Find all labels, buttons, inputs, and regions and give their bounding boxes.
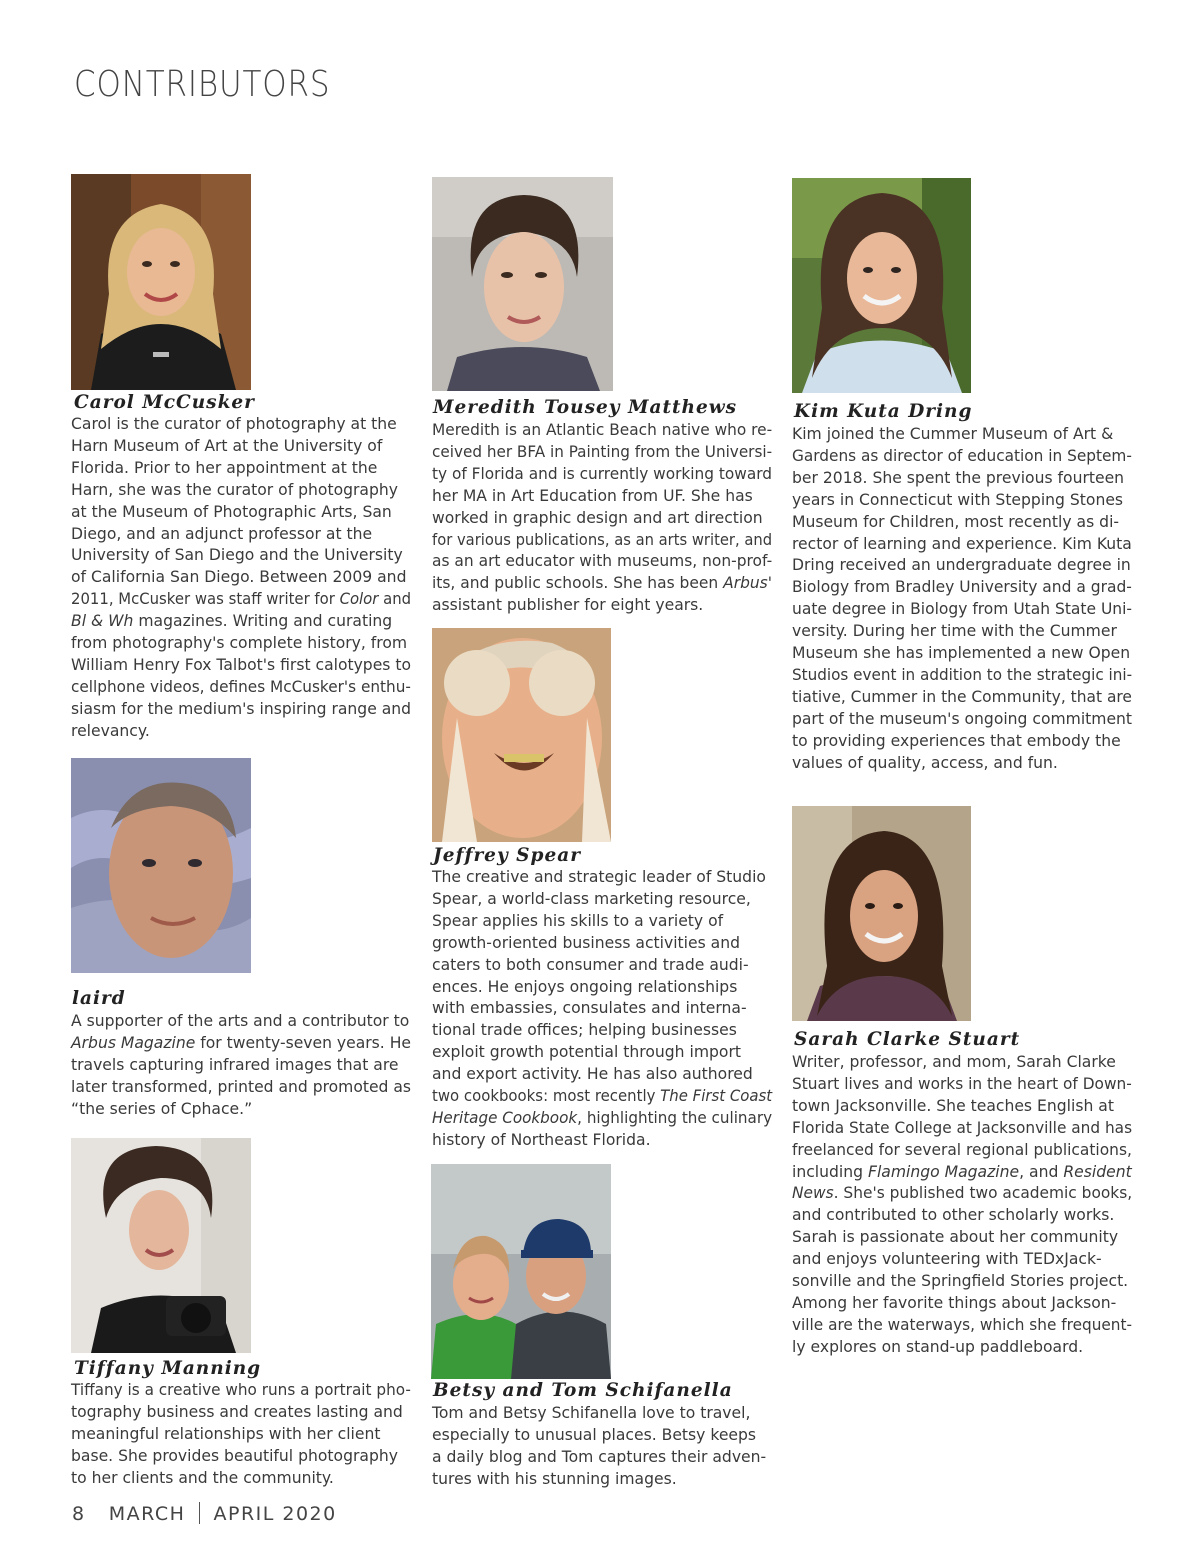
bio-line: her MA in Art Education from UF. She has xyxy=(432,486,753,505)
bio-line: William Henry Fox Talbot's first calotypes to xyxy=(71,655,411,674)
bio-line: Stuart lives and works in the heart of Down- xyxy=(792,1074,1132,1093)
bio-line: Museum she has implemented a new Open xyxy=(792,644,1131,663)
bio-line: ceived her BFA in Painting from the Universi- xyxy=(432,442,773,461)
bio-line: cellphone videos, defines McCusker's enthu- xyxy=(71,677,411,696)
bio-line: especially to unusual places. Betsy keeps xyxy=(432,1425,757,1444)
page-folio xyxy=(72,1502,337,1525)
bio-line: freelanced for several regional publications, xyxy=(792,1140,1132,1159)
bio-line: Biology from Bradley University and a grad- xyxy=(792,578,1132,597)
contributor-name: Sarah Clarke Stuart xyxy=(794,1029,1021,1050)
bio-line: with embassies, consulates and interna- xyxy=(432,999,747,1018)
bio-line: relevancy. xyxy=(71,721,150,740)
bio-line: Among her favorite things about Jackson- xyxy=(792,1293,1117,1312)
bio-line: tiative, Cummer in the Community, that are xyxy=(792,687,1132,706)
contributor-bio xyxy=(71,1380,411,1490)
bio-line: Arbus Magazine for twenty-seven years. He xyxy=(71,1033,411,1052)
bio-line: assistant publisher for eight years. xyxy=(432,596,704,615)
bio-line: uate degree in Biology from Utah State Uni- xyxy=(792,600,1133,619)
betsy-tom-photo xyxy=(431,1164,611,1379)
bio-line: Florida. Prior to her appointment at the xyxy=(71,458,378,477)
jeffrey-photo xyxy=(432,628,611,842)
bio-line: and export activity. He has also authored xyxy=(432,1065,753,1084)
bio-line: ty of Florida and is currently working toward xyxy=(432,464,773,483)
bio-line: and contributed to other scholarly works. xyxy=(792,1206,1115,1225)
bio-line: Museum for Children, most recently as di- xyxy=(792,512,1120,531)
bio-line: siasm for the medium's inspiring range and xyxy=(71,699,412,718)
bio-line: Gardens as director of education in Septem- xyxy=(792,446,1132,465)
bio-line: to providing experiences that embody the xyxy=(792,731,1121,750)
bio-line: “the series of Cphace.” xyxy=(71,1099,253,1118)
bio-line: Diego, and an adjunct professor at the xyxy=(71,524,373,543)
bio-line: tography business and creates lasting and xyxy=(71,1402,403,1421)
bio-line: ences. He enjoys ongoing relationships xyxy=(432,977,738,996)
issue-month-end: APRIL 2020 xyxy=(213,1503,337,1525)
bio-line: rector of learning and experience. Kim Kuta xyxy=(792,534,1132,553)
sarah-photo xyxy=(792,806,971,1021)
contributor-name: Carol McCusker xyxy=(74,392,255,413)
tiffany-photo xyxy=(71,1138,251,1353)
bio-line: and enjoys volunteering with TEDxJack- xyxy=(792,1250,1102,1269)
bio-line: meaningful relationships with her client xyxy=(71,1424,381,1443)
contributor-bio xyxy=(71,1011,411,1121)
bio-line: its, and public schools. She has been Arbus' xyxy=(432,574,773,593)
bio-line: growth-oriented business activities and xyxy=(432,933,741,952)
bio-line: travels capturing infrared images that are xyxy=(71,1055,399,1074)
bio-line: of California San Diego. Between 2009 and xyxy=(71,568,407,587)
contributor-bio xyxy=(71,414,411,743)
bio-line: Tiffany is a creative who runs a portrait pho- xyxy=(71,1381,411,1399)
meredith-photo xyxy=(432,177,613,391)
bio-line: Sarah is passionate about her community xyxy=(792,1228,1119,1247)
bio-line: values of quality, access, and fun. xyxy=(792,753,1058,772)
contributor-name: Betsy and Tom Schifanella xyxy=(433,1380,733,1401)
bio-line: Kim joined the Cummer Museum of Art & xyxy=(792,425,1114,443)
contributor-bio xyxy=(792,1052,1132,1359)
bio-line: Tom and Betsy Schifanella love to travel, xyxy=(432,1404,751,1422)
laird-photo xyxy=(71,758,251,973)
contributor-name: Meredith Tousey Matthews xyxy=(433,397,738,418)
carol-photo xyxy=(71,174,251,390)
bio-line: ber 2018. She spent the previous fourteen xyxy=(792,468,1125,487)
bio-line: Spear applies his skills to a variety of xyxy=(432,911,724,930)
bio-line: Bl & Wh magazines. Writing and curating xyxy=(71,612,393,631)
contributor-name: Tiffany Manning xyxy=(74,1358,262,1379)
bio-line: including Flamingo Magazine, and Resident xyxy=(792,1162,1132,1181)
page-title: CONTRIBUTORS xyxy=(74,64,331,105)
bio-line: Dring received an undergraduate degree in xyxy=(792,556,1131,575)
page-number: 8 xyxy=(72,1503,86,1525)
bio-line: Harn Museum of Art at the University of xyxy=(71,436,383,455)
bio-line: from photography's complete history, from xyxy=(71,634,408,653)
bio-line: News. She's published two academic books, xyxy=(792,1184,1133,1203)
bio-line: worked in graphic design and art direction xyxy=(432,508,763,527)
bio-line: ly explores on stand-up paddleboard. xyxy=(792,1337,1084,1356)
bio-line: base. She provides beautiful photography xyxy=(71,1446,398,1465)
contributor-bio xyxy=(432,867,772,1152)
contributor-bio xyxy=(432,1403,772,1491)
bio-line: Writer, professor, and mom, Sarah Clarke xyxy=(792,1053,1116,1071)
bio-line: University of San Diego and the University xyxy=(71,546,403,565)
bio-line: Studios event in addition to the strategic ini- xyxy=(792,665,1133,684)
contributor-bio xyxy=(792,424,1132,775)
kim-photo xyxy=(792,178,971,393)
bio-line: Heritage Cookbook, highlighting the culinary xyxy=(432,1108,773,1127)
bio-line: 2011, McCusker was staff writer for Color and xyxy=(71,590,412,609)
bio-line: as an art educator with museums, non-prof- xyxy=(432,552,773,571)
bio-line: for various publications, as an arts writer, and xyxy=(432,530,773,549)
contributor-name: Jeffrey Spear xyxy=(433,845,581,866)
bio-line: ville are the waterways, which she frequent- xyxy=(792,1315,1133,1334)
bio-line: tional trade offices; helping businesses xyxy=(432,1021,737,1040)
bio-line: Florida State College at Jacksonville and has xyxy=(792,1118,1133,1137)
bio-line: to her clients and the community. xyxy=(71,1468,334,1487)
folio-divider xyxy=(199,1502,200,1524)
bio-line: exploit growth potential through import xyxy=(432,1043,741,1062)
contributor-name: laird xyxy=(72,988,126,1009)
bio-line: versity. During her time with the Cummer xyxy=(792,622,1117,641)
bio-line: a daily blog and Tom captures their adven- xyxy=(432,1447,767,1466)
bio-line: A supporter of the arts and a contributor to xyxy=(71,1012,410,1030)
contributor-name: Kim Kuta Dring xyxy=(794,401,973,422)
bio-line: history of Northeast Florida. xyxy=(432,1130,651,1149)
bio-line: caters to both consumer and trade audi- xyxy=(432,955,749,974)
bio-line: part of the museum's ongoing commitment xyxy=(792,709,1133,728)
bio-line: at the Museum of Photographic Arts, San xyxy=(71,502,392,521)
bio-line: years in Connecticut with Stepping Stones xyxy=(792,490,1124,509)
bio-line: Meredith is an Atlantic Beach native who re- xyxy=(432,421,773,439)
bio-line: Carol is the curator of photography at the xyxy=(71,415,397,433)
bio-line: later transformed, printed and promoted as xyxy=(71,1077,412,1096)
contributor-bio xyxy=(432,420,772,617)
bio-line: The creative and strategic leader of Studio xyxy=(432,868,766,886)
bio-line: two cookbooks: most recently The First Coast xyxy=(432,1087,773,1106)
bio-line: tures with his stunning images. xyxy=(432,1469,677,1488)
bio-line: sonville and the Springfield Stories project. xyxy=(792,1272,1129,1291)
issue-month-start: MARCH xyxy=(108,1503,186,1525)
bio-line: town Jacksonville. She teaches English at xyxy=(792,1096,1114,1115)
bio-line: Harn, she was the curator of photography xyxy=(71,480,398,499)
bio-line: Spear, a world-class marketing resource, xyxy=(432,889,751,908)
